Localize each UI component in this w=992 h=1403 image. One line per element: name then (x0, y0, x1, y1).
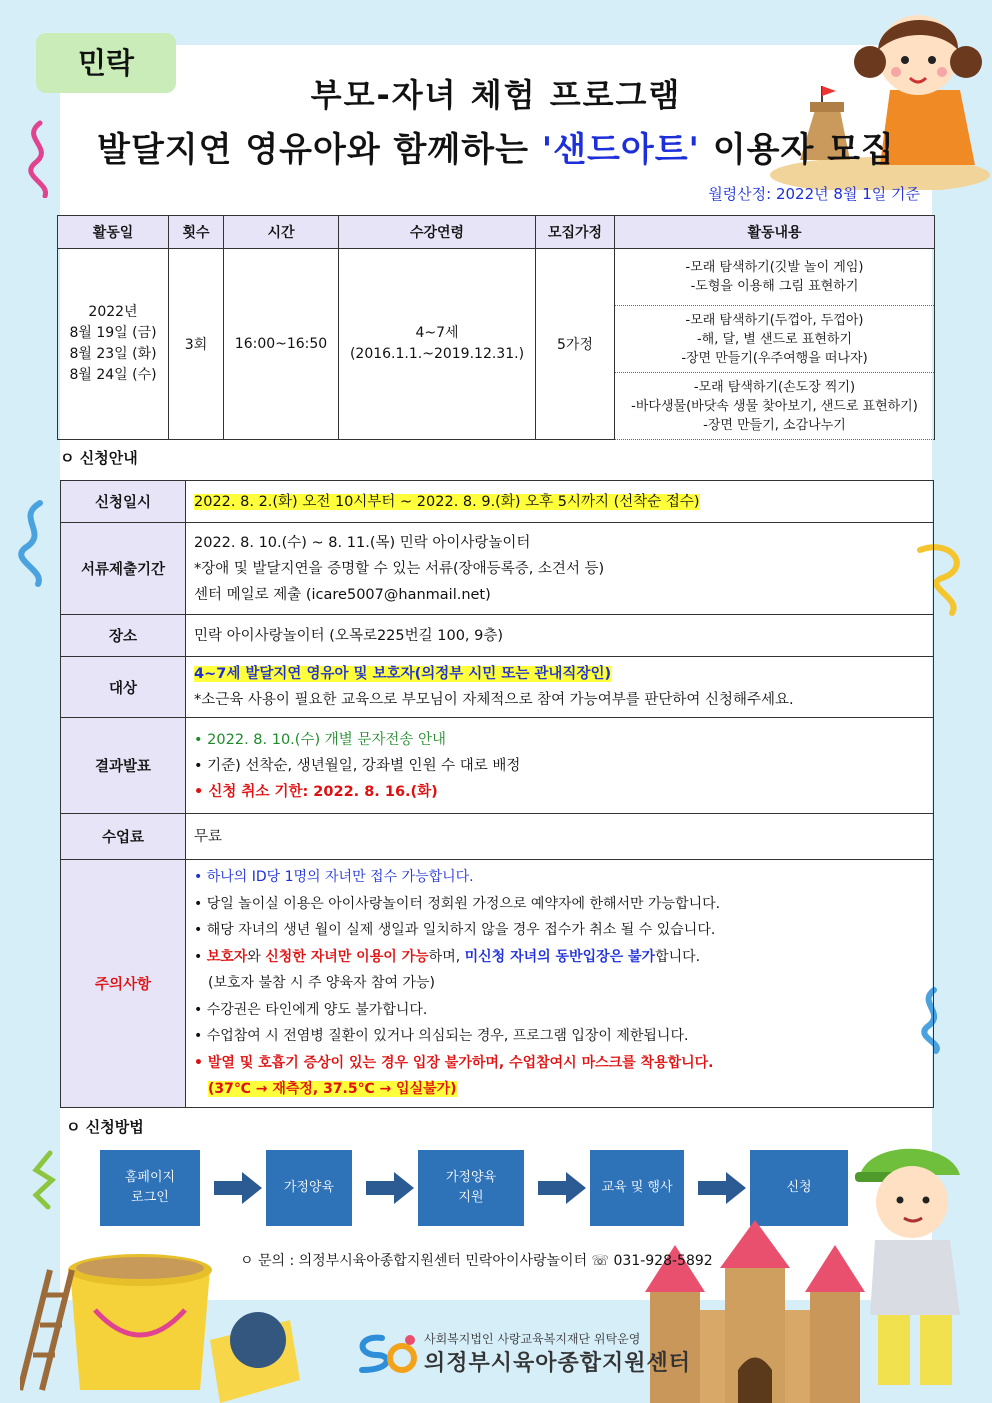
note-item: • 수업참여 시 전염병 질환이 있거나 의심되는 경우, 프로그램 입장이 제한됩니다. (194, 1028, 689, 1044)
label-place: 장소 (61, 615, 186, 657)
footer-operator: 사회복지법인 사랑교육복지재단 위탁운영 (424, 1332, 641, 1346)
schedule-table (57, 215, 935, 440)
header-time: 시간 (224, 216, 339, 249)
section-apply-method-label: 신청방법 (85, 1118, 144, 1136)
age-basis-note: 월령산정: 2022년 8월 1일 기준 (708, 185, 920, 203)
value-notes (186, 860, 934, 1108)
note-part-no-companion: 미신청 자녀의 동반입장은 불가 (464, 948, 656, 965)
step-education-events (590, 1150, 684, 1226)
step-text: 가정양육 (283, 1180, 335, 1195)
target-note: *소근육 사용이 필요한 교육으로 부모님이 자체적으로 참여 가능여부를 판단하여 신청해주세요. (194, 692, 794, 708)
step-text: 지원 (458, 1190, 484, 1205)
value-result (186, 718, 934, 814)
value-target (186, 657, 934, 718)
title-line-2 (0, 122, 992, 171)
row-docs (61, 523, 934, 615)
row-notes (61, 860, 934, 1108)
header-activities: 활동내용 (615, 216, 935, 249)
activity-line: -장면 만들기(우주여행을 떠나자) (681, 350, 868, 366)
activity-line: -모래 탐색하기(손도장 찍기) (693, 379, 856, 395)
label-apply-date: 신청일시 (61, 481, 186, 523)
note-part: 하며, (428, 948, 465, 965)
section-apply-method (66, 1116, 144, 1137)
note-item: • 수강권은 타인에게 양도 불가합니다. (194, 1001, 428, 1018)
value-docs (186, 523, 934, 615)
footer-center-name: 의정부시육아종합지원센터 (424, 1351, 692, 1376)
arrow-right-icon (538, 1172, 586, 1204)
section-apply-info (60, 447, 138, 468)
cell-sessions: 3회 (169, 249, 224, 440)
note-item: • 당일 놀이실 이용은 아이사랑놀이터 정회원 가정으로 예약자에 한해서만 가능합니다. (194, 895, 721, 912)
value-apply-date (186, 481, 934, 523)
label-target: 대상 (61, 657, 186, 718)
contact-info: ㅇ 문의 : 의정부시육아종합지원센터 민락아이사랑놀이터 ☏ 031-928-5892 (240, 1253, 713, 1269)
apply-date-text: 2022. 8. 2.(화) 오전 10시부터 ~ 2022. 8. 9.(화) 오후 5시까지 (선착순 접수) (194, 493, 700, 510)
note-part-registered-only: 신청한 자녀만 이용이 가능 (265, 948, 429, 965)
docs-period: 2022. 8. 10.(수) ~ 8. 11.(목) 민락 아이사랑놀이터 (194, 534, 531, 551)
age-dates: (2016.1.1.~2019.12.31.) (349, 346, 525, 362)
title-line-2-prefix: 발달지연 영유아와 함께하는 (97, 130, 529, 170)
note-part: 합니다. (655, 948, 701, 965)
step-text: 교육 및 행사 (601, 1180, 673, 1195)
note-part: • (194, 948, 207, 965)
header-sessions: 횟수 (169, 216, 224, 249)
header-age: 수강연령 (339, 216, 536, 249)
row-place (61, 615, 934, 657)
header-families: 모집가정 (536, 216, 615, 249)
step-text: 로그인 (131, 1190, 169, 1205)
row-fee (61, 814, 934, 860)
docs-email: 센터 메일로 제출 (icare5007@hanmail.net) (194, 586, 491, 603)
date-1: 8월 19일 (금) (69, 325, 157, 341)
date-3: 8월 24일 (수) (69, 367, 157, 383)
value-fee: 무료 (186, 814, 934, 860)
step-text: 홈페이지 (124, 1170, 176, 1185)
arrow-right-icon (214, 1172, 262, 1204)
result-sms: • 2022. 8. 10.(수) 개별 문자전송 안내 (194, 731, 446, 748)
step-homepage-login (100, 1150, 200, 1226)
label-fee: 수업료 (61, 814, 186, 860)
center-logo-icon (352, 1330, 420, 1374)
cell-dates (58, 249, 169, 440)
step-home-care-support (418, 1150, 524, 1226)
result-criteria: • 기준) 선착순, 생년월일, 강좌별 인원 수 대로 배정 (194, 757, 521, 774)
value-place: 민락 아이사랑놀이터 (오목로225번길 100, 9층) (186, 615, 934, 657)
row-target (61, 657, 934, 718)
label-notes: 주의사항 (61, 860, 186, 1108)
schedule-header-row (58, 216, 935, 249)
section-bullet: ㅇ (66, 1118, 81, 1136)
note-item-temperature: (37℃ → 재측정, 37.5℃ → 입실불가) (208, 1081, 457, 1097)
activity-session-1 (615, 249, 935, 306)
step-home-care (266, 1150, 352, 1226)
activity-session-2 (615, 306, 935, 373)
docs-required: *장애 및 발달지연을 증명할 수 있는 서류(장애등록증, 소견서 등) (194, 560, 605, 577)
activity-line: -장면 만들기, 소감나누기 (703, 417, 846, 433)
cell-families: 5가정 (536, 249, 615, 440)
step-apply (750, 1150, 848, 1226)
location-badge: 민락 (36, 33, 176, 93)
title-line-2-suffix: 이용자 모집 (712, 130, 895, 170)
ribbon-blue-icon (10, 498, 58, 588)
note-item: • 해당 자녀의 생년 월이 실제 생일과 일치하지 않을 경우 접수가 취소 될 수 있습니다. (194, 922, 716, 938)
note-part: 와 (247, 948, 266, 965)
arrow-right-icon (698, 1172, 746, 1204)
label-result: 결과발표 (61, 718, 186, 814)
row-apply-date (61, 481, 934, 523)
note-item-fever: • 발열 및 호흡기 증상이 있는 경우 입장 불가하며, 수업참여시 마스크를 착용합니다. (194, 1054, 714, 1071)
step-text: 신청 (786, 1180, 812, 1195)
result-cancel-deadline: • 신청 취소 기한: 2022. 8. 16.(화) (194, 783, 438, 800)
activity-line: -모래 탐색하기(깃발 놀이 게임) (685, 260, 864, 275)
title-line-1: 부모-자녀 체험 프로그램 (310, 76, 682, 114)
age-range: 4~7세 (415, 325, 459, 341)
note-item: • 하나의 ID당 1명의 자녀만 접수 가능합니다. (194, 869, 474, 885)
step-text: 가정양육 (445, 1170, 497, 1185)
section-apply-info-label: 신청안내 (79, 449, 138, 467)
note-item: (보호자 불참 시 주 양육자 참여 가능) (208, 975, 435, 991)
arrow-right-icon (366, 1172, 414, 1204)
title-line-2-highlight: '샌드아트' (541, 130, 700, 170)
ribbon-green-icon (30, 1150, 60, 1210)
activity-line: -모래 탐색하기(두껍아, 두껍아) (685, 312, 864, 328)
note-part-guardian: 보호자 (206, 948, 248, 965)
date-2: 8월 23일 (화) (69, 346, 157, 362)
apply-info-table (60, 480, 934, 1108)
date-year: 2022년 (88, 304, 138, 320)
note-item-guardian (194, 944, 925, 971)
activity-line: -도형을 이용해 그림 표현하기 (690, 279, 859, 294)
cell-time: 16:00~16:50 (224, 249, 339, 440)
section-bullet: ㅇ (60, 449, 75, 467)
cell-age (339, 249, 536, 440)
activity-line: -해, 달, 별 샌드로 표현하기 (696, 331, 853, 347)
label-docs: 서류제출기간 (61, 523, 186, 615)
activity-line: -바다생물(바닷속 생물 찾아보기, 샌드로 표현하기) (631, 398, 918, 414)
activity-session-3 (615, 373, 935, 440)
schedule-row-1 (58, 249, 935, 306)
header-activity-date: 활동일 (58, 216, 169, 249)
row-result (61, 718, 934, 814)
target-text: 4~7세 발달지연 영유아 및 보호자(의정부 시민 또는 관내직장인) (194, 666, 612, 682)
